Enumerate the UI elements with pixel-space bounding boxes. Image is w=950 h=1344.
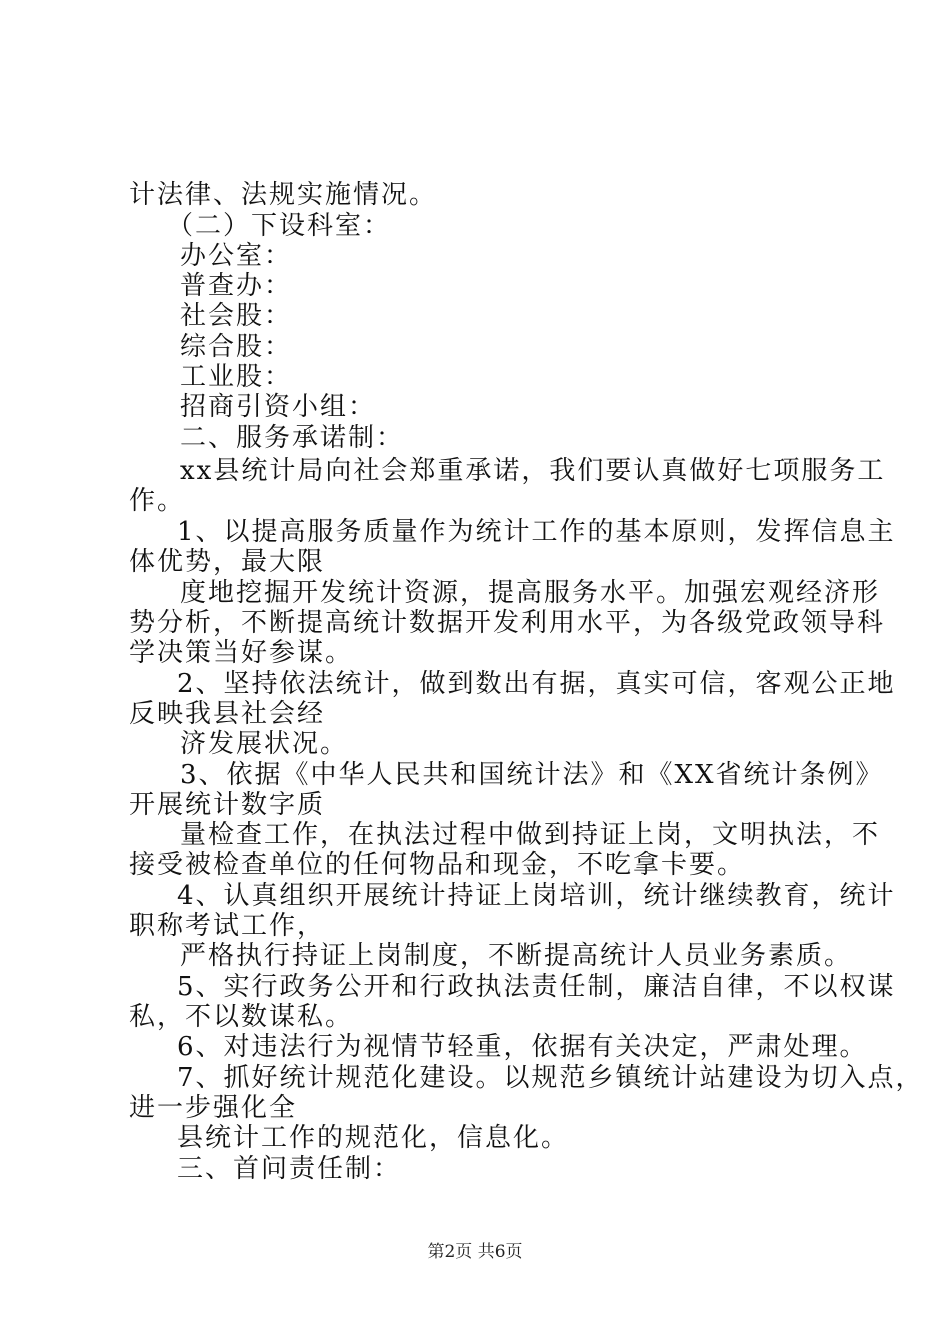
section-heading: 三、首问责任制： xyxy=(177,1154,402,1184)
text-line: 计法律、法规实施情况。 xyxy=(129,180,438,210)
text-line: 接受被检查单位的任何物品和现金，不吃拿卡要。 xyxy=(129,850,746,880)
page-number-footer: 第2页 共6页 xyxy=(427,1242,523,1262)
text-line: 进一步强化全 xyxy=(129,1093,298,1123)
text-line: 势分析，不断提高统计数据开发利用水平，为各级党政领导科 xyxy=(129,608,886,638)
text-line: 6、对违法行为视情节轻重，依据有关决定，严肃处理。 xyxy=(177,1032,868,1062)
department-item: 社会股： xyxy=(180,301,293,331)
text-line: 作。 xyxy=(129,486,186,516)
text-line: 5、实行政务公开和行政执法责任制，廉洁自律，不以权谋 xyxy=(177,972,896,1002)
department-item: 工业股： xyxy=(180,362,293,392)
department-item: 招商引资小组： xyxy=(180,392,377,422)
text-line: 体优势，最大限 xyxy=(129,547,326,577)
text-line: 7、抓好统计规范化建设。以规范乡镇统计站建设为切入点， xyxy=(177,1063,924,1093)
department-item: 办公室： xyxy=(180,241,293,271)
text-line: 4、认真组织开展统计持证上岗培训，统计继续教育，统计 xyxy=(177,881,896,911)
text-line: 量检查工作，在执法过程中做到持证上岗，文明执法，不 xyxy=(180,820,881,850)
section-heading: 二、服务承诺制： xyxy=(180,423,405,453)
section-heading: （二）下设科室： xyxy=(167,211,392,241)
text-line: 县统计工作的规范化，信息化。 xyxy=(177,1123,570,1153)
text-line: 济发展状况。 xyxy=(180,729,349,759)
text-line: 2、坚持依法统计，做到数出有据，真实可信，客观公正地 xyxy=(177,669,896,699)
text-line: 1、以提高服务质量作为统计工作的基本原则，发挥信息主 xyxy=(177,517,896,547)
text-line: 度地挖掘开发统计资源，提高服务水平。加强宏观经济形 xyxy=(180,578,881,608)
text-line: 职称考试工作， xyxy=(129,911,326,941)
text-line: 学决策当好参谋。 xyxy=(129,638,354,668)
text-line: xx县统计局向社会郑重承诺，我们要认真做好七项服务工 xyxy=(180,456,886,486)
text-line: 开展统计数字质 xyxy=(129,790,326,820)
department-item: 综合股： xyxy=(180,332,293,362)
department-item: 普查办： xyxy=(180,271,293,301)
text-line: 私，不以数谋私。 xyxy=(129,1002,354,1032)
text-line: 3、依据《中华人民共和国统计法》和《XX省统计条例》 xyxy=(180,760,884,790)
text-line: 反映我县社会经 xyxy=(129,699,326,729)
text-line: 严格执行持证上岗制度，不断提高统计人员业务素质。 xyxy=(180,941,853,971)
